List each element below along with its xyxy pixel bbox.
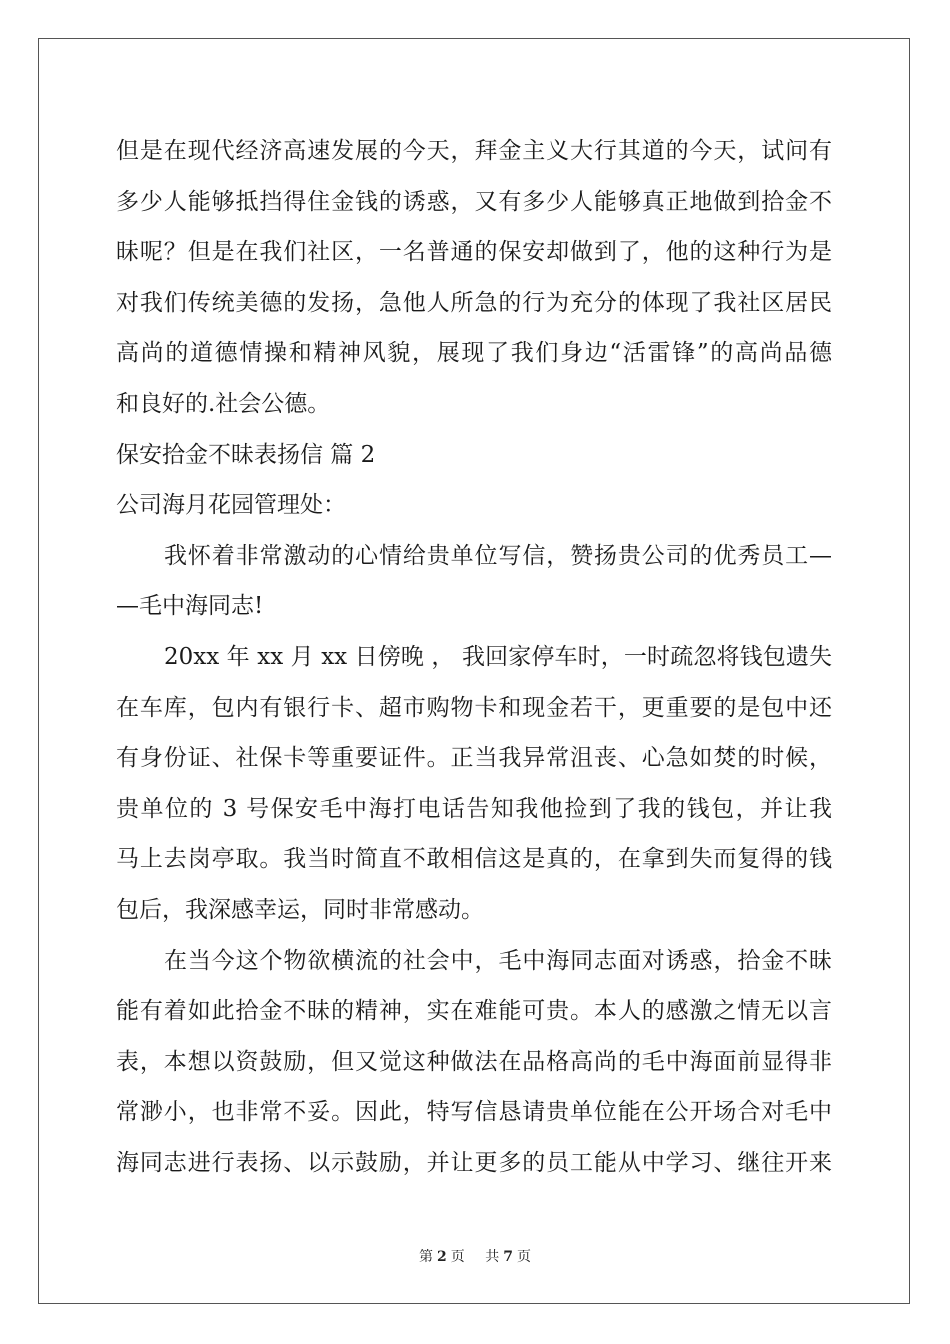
text-line: 能有着如此拾金不昧的精神，实在难能可贵。本人的感激之情无以言 (116, 998, 832, 1025)
text-line: 我怀着非常激动的心情给贵单位写信，赞扬贵公司的优秀员工— (164, 542, 832, 569)
text-line: 包后，我深感幸运，同时非常感动。 (116, 896, 484, 923)
text-line: 表，本想以资鼓励，但又觉这种做法在品格高尚的毛中海面前显得非 (116, 1048, 832, 1075)
text-line: 公司海月花园管理处： (116, 492, 346, 519)
text-line: 昧呢？但是在我们社区，一名普通的保安却做到了，他的这种行为是 (116, 239, 832, 266)
page-current: 2 (437, 1249, 447, 1265)
page-number (415, 1249, 469, 1265)
total-count: 7 (503, 1249, 513, 1265)
page-prefix: 第 (419, 1249, 434, 1265)
total-prefix: 共 (485, 1249, 500, 1265)
text-line: 常渺小，也非常不妥。因此，特写信恳请贵单位能在公开场合对毛中 (116, 1099, 832, 1126)
text-line: 保安拾金不昧表扬信 篇 2 (116, 441, 376, 468)
text-line: 在车库，包内有银行卡、超市购物卡和现金若干，更重要的是包中还 (116, 694, 832, 721)
text-line: 多少人能够抵挡得住金钱的诱惑，又有多少人能够真正地做到拾金不 (116, 188, 832, 215)
total-suffix: 页 (516, 1249, 531, 1265)
text-line: 高尚的道德情操和精神风貌，展现了我们身边“活雷锋”的高尚品德 (116, 340, 832, 367)
text-line: —毛中海同志! (116, 593, 264, 620)
text-line: 在当今这个物欲横流的社会中，毛中海同志面对诱惑，拾金不昧 (164, 947, 832, 974)
text-line: 海同志进行表扬、以示鼓励，并让更多的员工能从中学习、继往开来 (116, 1149, 832, 1176)
text-line: 但是在现代经济高速发展的今天，拜金主义大行其道的今天，试问有 (116, 138, 832, 164)
text-line: 马上去岗亭取。我当时简直不敢相信这是真的，在拿到失而复得的钱 (116, 846, 832, 873)
text-line: 20xx 年 xx 月 xx 日傍晚 ， 我回家停车时，一时疏忽将钱包遗失 (164, 643, 832, 670)
page-total (481, 1249, 535, 1265)
document-body (116, 126, 832, 1188)
text-line: 贵单位的 3 号保安毛中海打电话告知我他捡到了我的钱包，并让我 (116, 795, 832, 822)
text-line: 和良好的.社会公德。 (116, 390, 331, 417)
page-footer (0, 1246, 950, 1266)
text-line: 有身份证、社保卡等重要证件。正当我异常沮丧、心急如焚的时候， (116, 745, 832, 772)
page-suffix: 页 (450, 1249, 465, 1265)
text-line: 对我们传统美德的发扬，急他人所急的行为充分的体现了我社区居民 (116, 289, 832, 316)
